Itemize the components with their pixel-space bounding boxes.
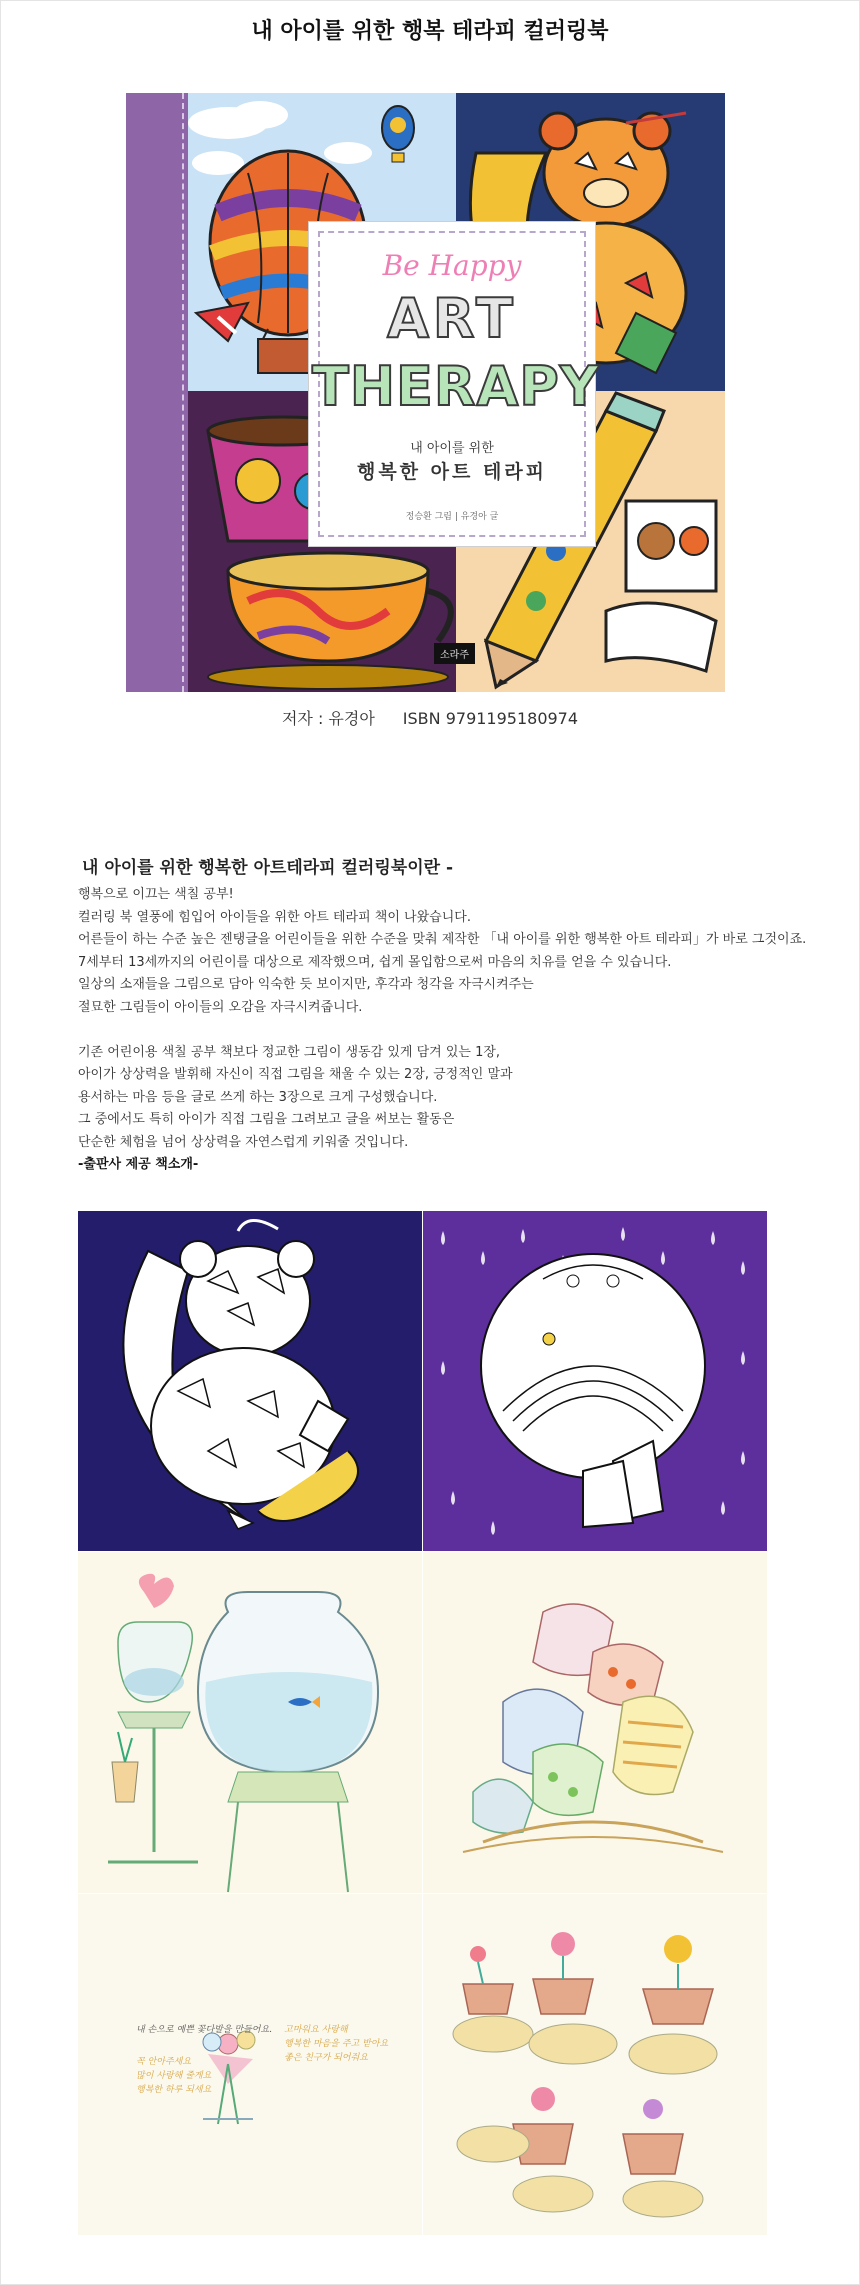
cover-spine [126, 93, 188, 692]
handwriting-title: 내 손으로 예쁜 꽃다발을 만들어요. [136, 2025, 273, 2035]
sample-fishbowl-page [78, 1552, 422, 1893]
cover-be-happy: Be Happy [382, 249, 522, 282]
description-source: -출판사 제공 책소개- [78, 1157, 199, 1172]
cover-credit: 정승환 그림 | 유경아 글 [405, 512, 499, 522]
description-line: 기존 어린이용 색칠 공부 책보다 정교한 그림이 생동감 있게 담겨 있는 1장, [78, 1044, 501, 1060]
description-line: 행복으로 이끄는 색칠 공부! [78, 887, 234, 902]
sample-flowerpots-page [423, 1894, 767, 2235]
bouquet-drawing [78, 1894, 422, 2235]
book-info-line [0, 706, 860, 729]
author-label: 저자 : 유경아 [281, 709, 375, 728]
book-cover-image [126, 93, 725, 692]
eggshell-drawing [423, 1552, 767, 1893]
handwriting-note: 행복한 마음을 주고 받아요 [284, 2039, 389, 2049]
sample-rain-page [423, 1211, 767, 1551]
flowerpots-drawing [423, 1894, 767, 2235]
handwriting-note: 행복한 하루 되세요 [136, 2085, 212, 2095]
rain-cloud-line-art [423, 1211, 767, 1551]
description-line: 어른들이 하는 수준 높은 젠탱글을 어린이들을 위한 수준을 맞춰 제작한 「내 아이를 위한 행복한 아트 테라피」가 바로 그것이죠. [78, 932, 807, 947]
cover-title-label [312, 225, 600, 543]
description-line: 컬러링 북 열풍에 힘입어 아이들을 위한 아트 테라피 책이 나왔습니다. [78, 909, 471, 925]
description-line: 7세부터 13세까지의 어린이를 대상으로 제작했으며, 쉽게 몰입함으로써 마음의 치유를 얻을 수 있습니다. [78, 954, 672, 970]
cover-subtitle-line1: 내 아이를 위한 [410, 441, 494, 456]
sample-eggshell-page [423, 1552, 767, 1893]
description-heading: 내 아이를 위한 행복한 아트테라피 컬러링북이란 - [82, 858, 454, 878]
description-line: 단순한 체험을 넘어 상상력을 자연스럽게 키워줄 것입니다. [78, 1134, 409, 1150]
fishbowl-drawing [78, 1552, 422, 1893]
cover-subtitle-line2: 행복한 아트 테라피 [356, 461, 548, 483]
handwriting-note: 많이 사랑해 줄게요 [136, 2071, 212, 2081]
bear-line-art [78, 1211, 422, 1551]
description-body [78, 884, 838, 1177]
description-line: 일상의 소재들을 그림으로 담아 익숙한 듯 보이지만, 후각과 청각을 자극시켜주는 [78, 977, 534, 992]
cover-therapy-title: THERAPY [312, 355, 600, 418]
cover-art-title: ART [387, 287, 517, 350]
handwriting-note: 꼭 안아주세요 [136, 2057, 192, 2067]
description-line: 아이가 상상력을 발휘해 자신이 직접 그림을 채울 수 있는 2장, 긍정적인 말과 [78, 1067, 513, 1082]
sample-bear-page [78, 1211, 422, 1551]
isbn-label: ISBN 9791195180974 [402, 709, 579, 728]
publisher-logo: 소라주 [434, 643, 475, 664]
description-line: 그 중에서도 특히 아이가 직접 그림을 그려보고 글을 써보는 활동은 [78, 1112, 455, 1127]
handwriting-note: 고마워요 사랑해 [284, 2025, 348, 2035]
sample-pages-gallery [78, 1211, 767, 2235]
sample-bouquet-page [78, 1894, 422, 2235]
description-line: 절묘한 그림들이 아이들의 오감을 자극시켜줍니다. [78, 999, 363, 1015]
handwriting-note: 좋은 친구가 되어줘요 [284, 2053, 368, 2063]
description-line: 용서하는 마음 등을 글로 쓰게 하는 3장으로 크게 구성했습니다. [78, 1089, 438, 1105]
page-title: 내 아이를 위한 행복 테라피 컬러링북 [251, 19, 609, 44]
